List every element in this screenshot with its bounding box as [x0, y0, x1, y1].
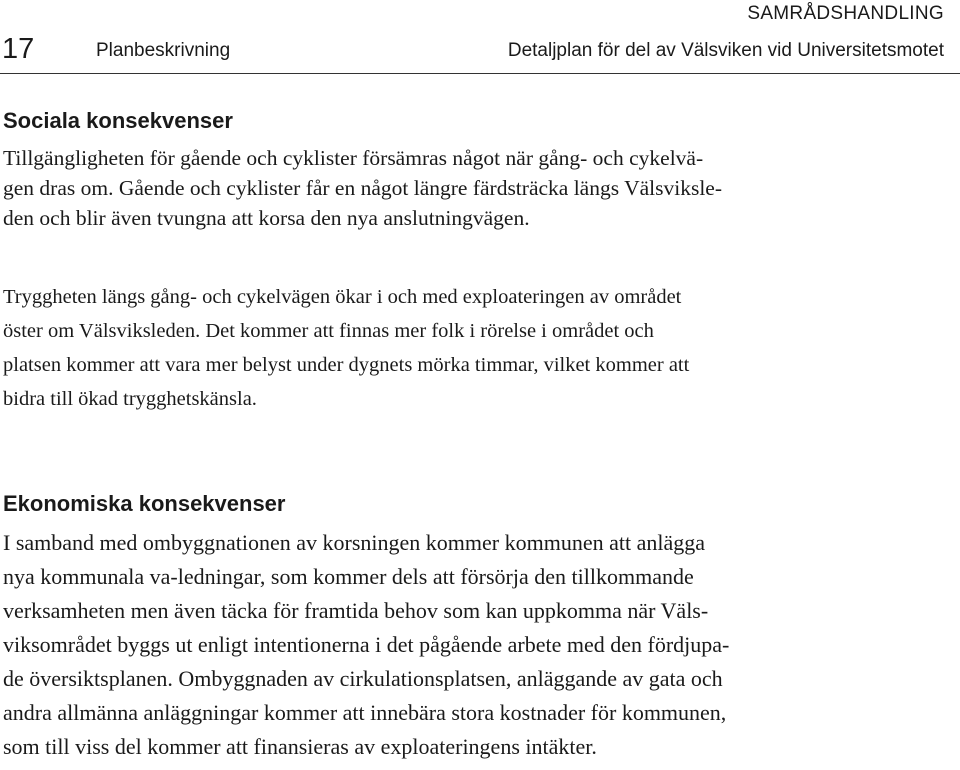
text-line: Tryggheten längs gång- och cykelvägen ökar i och med exploateringen av området: [3, 286, 682, 308]
text-line: bidra till ökad trygghetskänsla.: [3, 388, 257, 410]
text-line: den och blir även tvungna att korsa den nya anslutningvägen.: [3, 206, 530, 230]
text-line: nya kommunala va-ledningar, som kommer dels att försörja den tillkommande: [3, 564, 694, 589]
social-paragraph-accessibility: [3, 143, 953, 233]
text-line: viksområdet byggs ut enligt intentionerna i det pågående arbete med den fördjupa-: [3, 632, 730, 657]
economic-consequences-heading: Ekonomiska konsekvenser: [3, 491, 286, 516]
text-line: som till viss del kommer att finansieras av exploateringens intäkter.: [3, 734, 597, 759]
economic-paragraph: [3, 526, 953, 764]
document-title: Detaljplan för del av Välsviken vid Universitetsmotet: [507, 40, 944, 61]
section-name: Planbeskrivning: [96, 40, 231, 61]
text-line: öster om Välsviksleden. Det kommer att finnas mer folk i rörelse i området och: [3, 320, 654, 342]
document-type-label: SAMRÅDSHANDLING: [747, 3, 944, 24]
header-divider: [0, 73, 960, 74]
text-line: andra allmänna anläggningar kommer att innebära stora kostnader för kommunen,: [3, 700, 727, 725]
text-line: platsen kommer att vara mer belyst under dygnets mörka timmar, vilket kommer att: [3, 354, 690, 376]
text-line: gen dras om. Gående och cyklister får en något längre färdsträcka längs Välsviksle-: [3, 176, 722, 200]
text-line: verksamheten men även täcka för framtida behov som kan uppkomma när Väls-: [3, 598, 709, 623]
text-line: I samband med ombyggnationen av korsningen kommer kommunen att anlägga: [3, 530, 706, 555]
social-consequences-heading: Sociala konsekvenser: [3, 108, 233, 133]
text-line: de översiktsplanen. Ombyggnaden av cirkulationsplatsen, anläggande av gata och: [3, 666, 723, 691]
text-line: Tillgängligheten för gående och cyklister försämras något när gång- och cykelvä-: [3, 146, 704, 170]
page-number: 17: [2, 33, 35, 65]
social-paragraph-safety: [3, 280, 953, 416]
